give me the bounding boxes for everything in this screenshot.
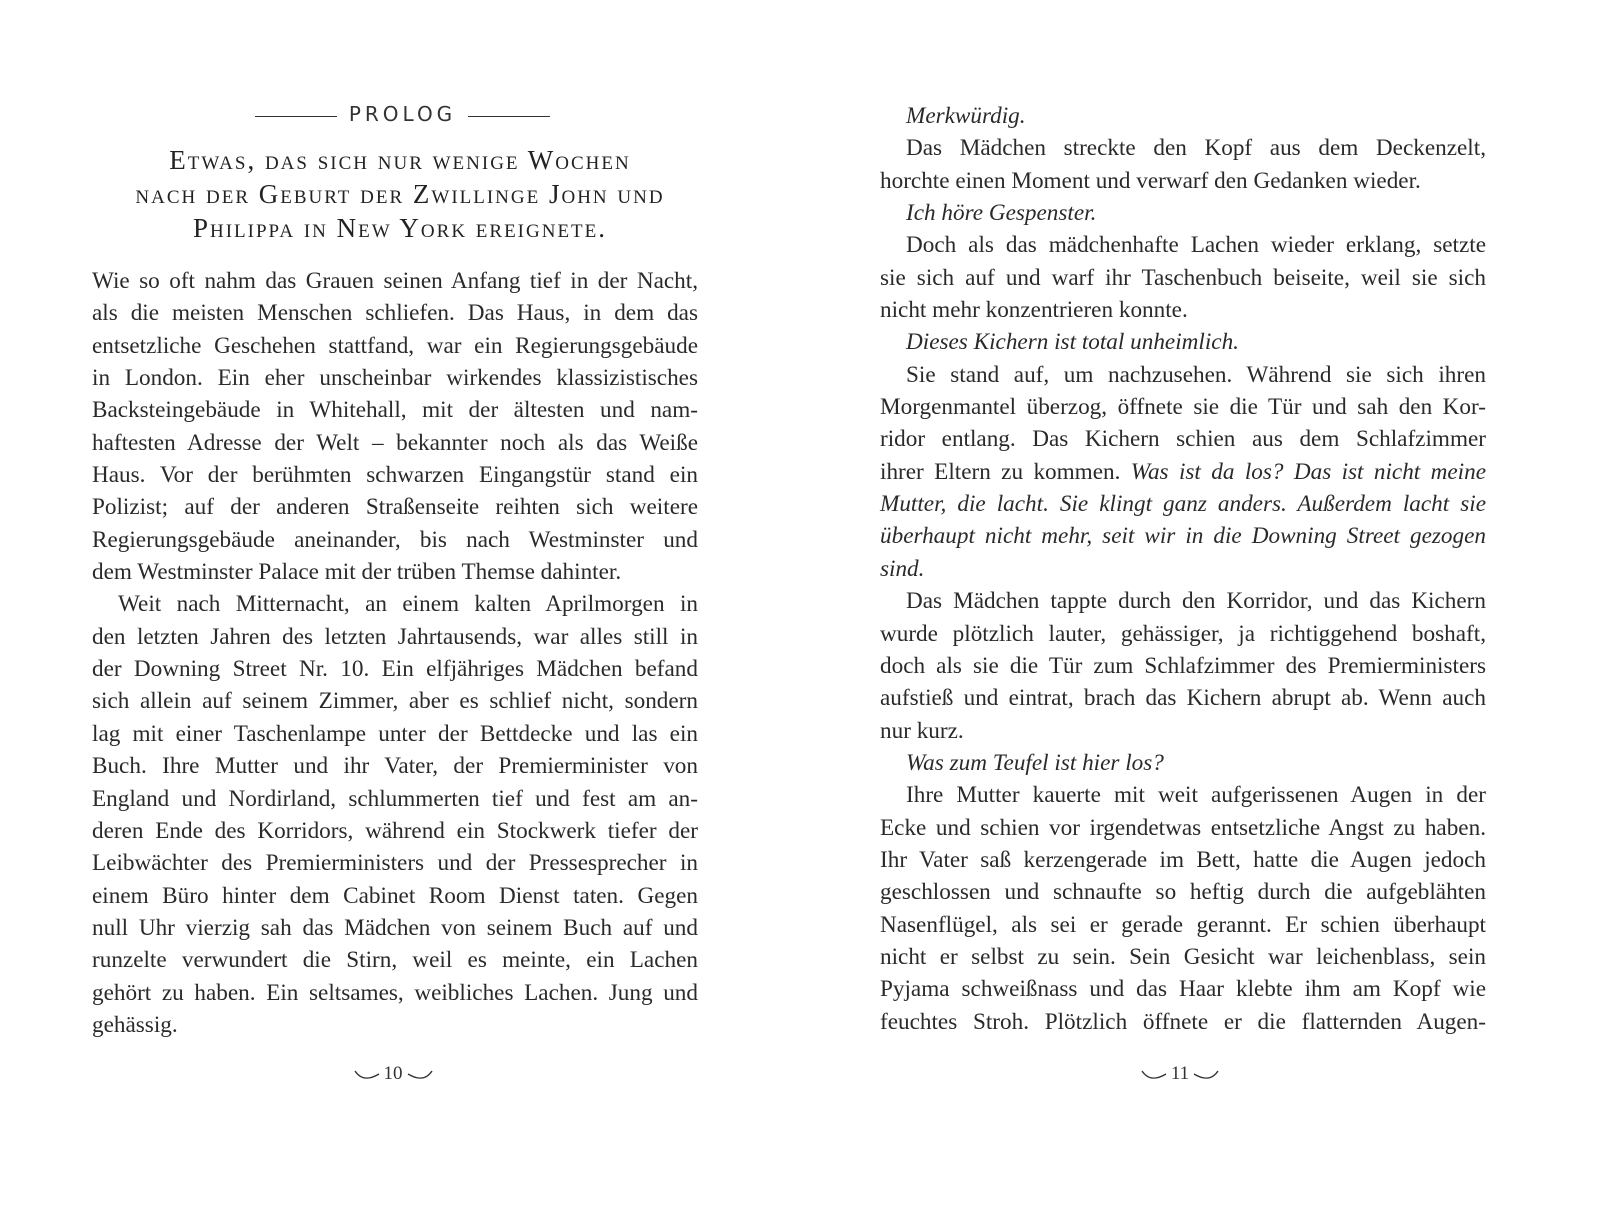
italic-text: Dieses Kichern ist total unheimlich. [906,329,1239,356]
text-line [880,488,1486,520]
text: entsetzliche Geschehen stattfand, war ein Regierungsgebäude [92,332,698,359]
text: Pyjama schweißnass und das Haar klebte ihm am Kopf wie [880,976,1486,1003]
text-line [880,229,1486,261]
text: den letzten Jahren des letzten Jahrtausends, war alles still in [92,623,698,650]
swash-right-icon [1193,1068,1219,1080]
text: ihrer Eltern zu kommen. [880,458,1131,485]
text: dem Westminster Palace mit der trüben Themse dahinter. [92,559,622,586]
text: aufstieß und eintrat, brach das Kichern abrupt ab. Wenn auch [880,685,1486,712]
right-rule [468,116,550,117]
text-line [880,423,1486,455]
text: Polizist; auf der anderen Straßenseite reihten sich weitere [92,494,698,521]
swash-left-icon [354,1068,380,1080]
text-line [880,779,1486,811]
text-line [92,588,698,620]
text: Doch als das mädchenhafte Lachen wieder erklang, setzte [906,232,1486,259]
chapter-title-line: Philippa in New York ereignete. [192,213,608,243]
chapter-label [255,102,550,126]
text: deren Ende des Korridors, während ein Stockwerk tiefer der [92,817,698,844]
text: sie sich auf und warf ihr Taschenbuch beiseite, weil sie sich [880,264,1486,291]
text-line [880,100,1486,132]
text: nicht mehr konzentrieren konnte. [880,297,1188,324]
text: nicht er selbst zu sein. Sein Gesicht war leichenblass, sein [880,943,1486,970]
text: haftesten Adresse der Welt – bekannter noch als das Weiße [92,429,698,456]
page-number-text: 10 [383,1063,403,1084]
text: ridor entlang. Das Kichern schien aus dem Schlafzimmer [880,426,1486,453]
italic-text: Was zum Teufel ist hier los? [906,749,1164,776]
left-body-text [92,265,698,1041]
italic-text: sind. [880,555,925,582]
text: Buch. Ihre Mutter und ihr Vater, der Premierminister von [92,753,698,780]
text-line [92,912,698,944]
text: Das Mädchen streckte den Kopf aus dem Deckenzelt, [906,135,1486,162]
text: Das Mädchen tappte durch den Korridor, und das Kichern [906,588,1486,615]
text-line [92,459,698,491]
text-line [92,880,698,912]
italic-text: überhaupt nicht mehr, seit wir in die Downing Street gezogen [880,523,1486,550]
text: null Uhr vierzig sah das Mädchen von seinem Buch auf und [92,914,698,941]
text-line [92,556,698,588]
text-line [880,553,1486,585]
text-line [880,1006,1486,1038]
text: geschlossen und schnaufte so heftig durch die aufgeblähten [880,879,1486,906]
chapter-label-text: PROLOG [348,102,457,126]
text-line [92,718,698,750]
text: sich allein auf seinem Zimmer, aber es schlief nicht, sondern [92,688,698,715]
right-page [800,0,1600,1229]
text-line [880,682,1486,714]
text: Regierungsgebäude aneinander, bis nach Westminster und [92,526,698,553]
text: Ecke und schien vor irgendetwas entsetzliche Angst zu haben. [880,814,1486,841]
text-line [880,262,1486,294]
chapter-title-line: nach der Geburt der Zwillinge John und [135,179,665,209]
text-line [92,491,698,523]
text: der Downing Street Nr. 10. Ein elfjähriges Mädchen befand [92,656,698,683]
text: runzelte verwundert die Stirn, weil es meinte, ein Lachen [92,947,698,974]
text-line [92,427,698,459]
page-number-left [293,1063,493,1085]
text: Wie so oft nahm das Grauen seinen Anfang tief in der Nacht, [92,268,698,294]
text-line [92,944,698,976]
chapter-title-line: Etwas, das sich nur wenige Wochen [169,145,631,175]
text-line [92,1009,698,1041]
text-line [880,812,1486,844]
italic-text: Ich höre Gespenster. [906,200,1097,227]
page-number-right [1080,1063,1280,1085]
left-rule [255,116,337,117]
text: Ihr Vater saß kerzengerade im Bett, hatte die Augen jedoch [880,846,1486,873]
swash-left-icon [1141,1068,1167,1080]
text: Ihre Mutter kauerte mit weit aufgerissenen Augen in der [906,782,1486,809]
text: Haus. Vor der berühmten schwarzen Eingangstür stand ein [92,462,698,489]
text: Nasenflügel, als sei er gerade gerannt. Er schien überhaupt [880,911,1486,938]
text-line [880,326,1486,358]
text-line [92,815,698,847]
text: Backsteingebäude in Whitehall, mit der ältesten und nam- [92,397,698,424]
text-line [92,847,698,879]
text-line [880,359,1486,391]
text-line [92,297,698,329]
chapter-title [100,143,700,245]
text: gehässig. [92,1011,178,1038]
text-line [880,973,1486,1005]
text-line [92,362,698,394]
text-line [880,618,1486,650]
text: Sie stand auf, um nachzusehen. Während sie sich ihren [906,361,1486,388]
italic-text: Was ist da los? Das ist nicht meine [1130,458,1486,485]
text: gehört zu haben. Ein seltsames, weibliches Lachen. Jung und [92,979,698,1006]
text-line [880,456,1486,488]
text-line [880,909,1486,941]
text-line [92,330,698,362]
text-line [92,394,698,426]
text: Morgenmantel überzog, öffnete sie die Tür und sah den Kor- [880,394,1486,421]
text: nur kurz. [880,717,964,744]
text-line [880,747,1486,779]
text-line [880,650,1486,682]
text: England und Nordirland, schlummerten tief und fest am an- [92,785,698,812]
text: lag mit einer Taschenlampe unter der Bettdecke und las ein [92,720,698,747]
text: doch als sie die Tür zum Schlafzimmer des Premierministers [880,652,1486,679]
text: horchte einen Moment und verwarf den Gedanken wieder. [880,167,1421,194]
swash-right-icon [407,1068,433,1080]
page-number-text: 11 [1170,1063,1190,1084]
text-line [92,977,698,1009]
text-line [880,391,1486,423]
text: als die meisten Menschen schliefen. Das Haus, in dem das [92,300,698,327]
text: in London. Ein eher unscheinbar wirkendes klassizistisches [92,365,698,392]
text-line [880,520,1486,552]
text-line [880,132,1486,164]
text: Leibwächter des Premierministers und der Pressesprecher in [92,850,698,877]
text: Weit nach Mitternacht, an einem kalten Aprilmorgen in [118,591,698,618]
text-line [92,783,698,815]
text-line [92,524,698,556]
text-line [880,585,1486,617]
text-line [880,941,1486,973]
text-line [880,294,1486,326]
text: wurde plötzlich lauter, gehässiger, ja richtiggehend boshaft, [880,620,1486,647]
text-line [92,653,698,685]
text-line [880,165,1486,197]
italic-text: Mutter, die lacht. Sie klingt ganz anders. Außerdem lacht sie [880,491,1486,518]
text-line [92,685,698,717]
text-line [92,621,698,653]
text-line [880,844,1486,876]
right-body-text [880,100,1486,1038]
text-line [92,750,698,782]
text-line [880,715,1486,747]
italic-text: Merkwürdig. [906,103,1026,129]
text-line [880,876,1486,908]
text: einem Büro hinter dem Cabinet Room Dienst taten. Gegen [92,882,698,909]
text-line [92,265,698,297]
text-line [880,197,1486,229]
text: feuchtes Stroh. Plötzlich öffnete er die flatternden Augen- [880,1008,1486,1035]
